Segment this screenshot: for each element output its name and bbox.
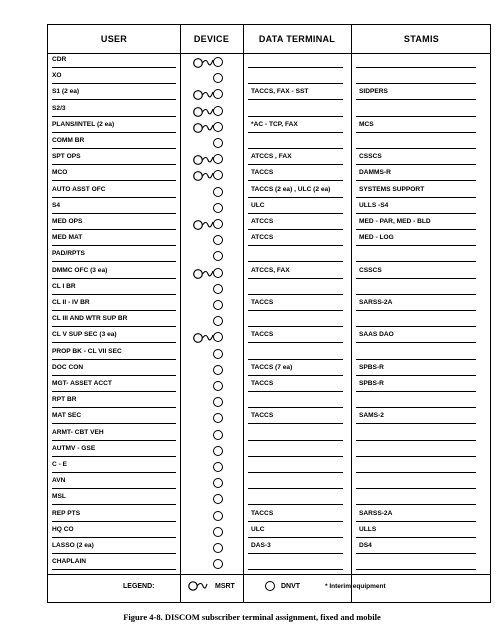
- user-underline: [52, 148, 176, 149]
- stamis-underline: [356, 67, 476, 68]
- data-terminal-underline: [248, 197, 343, 198]
- dnvt-icon: [213, 494, 223, 504]
- user-cell: DMMC OFC (3 ea): [52, 266, 108, 274]
- user-underline: [52, 67, 176, 68]
- user-cell: COMM BR: [52, 137, 85, 144]
- stamis-underline: [356, 407, 476, 408]
- data-terminal-underline: [248, 164, 343, 165]
- user-underline: [52, 83, 176, 84]
- dnvt-icon: [213, 268, 223, 278]
- user-underline: [52, 180, 176, 181]
- dnvt-icon: [213, 73, 223, 83]
- stamis-cell: MCS: [359, 120, 374, 128]
- dnvt-icon: [213, 365, 223, 375]
- user-underline: [52, 278, 176, 279]
- user-cell: MSL: [52, 493, 66, 501]
- user-cell: MED MAT: [52, 234, 83, 242]
- stamis-cell: MED - LOG: [359, 234, 394, 242]
- data-terminal-underline: [248, 229, 343, 230]
- user-cell: CHAPLAIN: [52, 558, 87, 566]
- user-underline: [52, 440, 176, 441]
- stamis-underline: [356, 261, 476, 262]
- dnvt-icon: [213, 332, 223, 342]
- data-terminal-cell: TACCS: [251, 509, 274, 517]
- user-underline: [52, 391, 176, 392]
- stamis-underline: [356, 245, 476, 246]
- user-underline: [52, 521, 176, 522]
- user-underline: [52, 553, 176, 554]
- user-cell: CDR: [52, 56, 67, 63]
- data-terminal-underline: [248, 261, 343, 262]
- device-cell: [188, 395, 238, 410]
- user-underline: [52, 456, 176, 457]
- data-terminal-cell: ATCCS, FAX: [251, 266, 290, 274]
- dnvt-icon: [213, 89, 223, 99]
- data-terminal-underline: [248, 537, 343, 538]
- user-underline: [52, 488, 176, 489]
- dnvt-icon: [213, 543, 223, 553]
- stamis-cell: CSSCS: [359, 266, 382, 274]
- data-terminal-underline: [248, 294, 343, 295]
- dnvt-icon: [213, 138, 223, 148]
- dnvt-icon: [213, 349, 223, 359]
- stamis-underline: [356, 504, 476, 505]
- user-underline: [52, 375, 176, 376]
- dnvt-icon: [213, 316, 223, 326]
- device-cell: [188, 249, 238, 264]
- device-cell: [188, 266, 238, 281]
- user-underline: [52, 164, 176, 165]
- stamis-underline: [356, 342, 476, 343]
- dnvt-icon: [213, 251, 223, 261]
- msrt-icon: [188, 579, 208, 593]
- stamis-cell: SIDPERS: [359, 88, 388, 96]
- device-cell: [188, 55, 238, 70]
- device-cell: [188, 120, 238, 135]
- dnvt-icon: [213, 381, 223, 391]
- stamis-underline: [356, 375, 476, 376]
- stamis-underline: [356, 148, 476, 149]
- device-cell: [188, 492, 238, 507]
- user-underline: [52, 261, 176, 262]
- user-cell: MCO: [52, 169, 68, 177]
- stamis-cell: SARSS-2A: [359, 299, 393, 306]
- stamis-cell: CSSCS: [359, 153, 382, 161]
- user-cell: HQ CO: [52, 525, 74, 533]
- device-cell: [188, 282, 238, 297]
- device-cell: [188, 136, 238, 151]
- user-cell: S4: [52, 201, 61, 209]
- legend: [48, 577, 490, 599]
- user-cell: PLANS/INTEL (2 ea): [52, 120, 115, 128]
- data-terminal-underline: [248, 488, 343, 489]
- user-cell: SPT OPS: [52, 153, 81, 161]
- user-cell: ARMT- CBT VEH: [52, 428, 104, 436]
- user-cell: CL V SUP SEC (3 ea): [52, 331, 117, 339]
- legend-dnvt-label: DNVT: [281, 583, 301, 590]
- device-cell: [188, 363, 238, 378]
- user-underline: [52, 569, 176, 570]
- stamis-underline: [356, 472, 476, 473]
- data-terminal-cell: TACCS (7 ea): [251, 363, 293, 371]
- data-terminal-underline: [248, 375, 343, 376]
- stamis-underline: [356, 99, 476, 100]
- data-terminal-underline: [248, 213, 343, 214]
- device-cell: [188, 330, 238, 345]
- device-cell: [188, 185, 238, 200]
- device-cell: [188, 233, 238, 248]
- user-underline: [52, 423, 176, 424]
- device-cell: [188, 217, 238, 232]
- data-terminal-cell: TACCS (2 ea) , ULC (2 ea): [251, 185, 331, 193]
- stamis-underline: [356, 488, 476, 489]
- stamis-underline: [356, 278, 476, 279]
- user-underline: [52, 537, 176, 538]
- data-terminal-cell: ULC: [251, 201, 265, 209]
- device-cell: [188, 104, 238, 119]
- data-terminal-cell: ULC: [251, 525, 265, 533]
- dnvt-icon: [213, 122, 223, 132]
- user-cell: AUTO ASST OFC: [52, 185, 106, 193]
- stamis-underline: [356, 326, 476, 327]
- stamis-underline: [356, 569, 476, 570]
- user-underline: [52, 229, 176, 230]
- stamis-underline: [356, 180, 476, 181]
- user-underline: [52, 213, 176, 214]
- stamis-cell: ULLS -S4: [359, 201, 389, 209]
- dnvt-icon: [213, 203, 223, 213]
- stamis-underline: [356, 229, 476, 230]
- user-underline: [52, 504, 176, 505]
- dnvt-icon: [213, 478, 223, 488]
- data-terminal-underline: [248, 83, 343, 84]
- stamis-underline: [356, 537, 476, 538]
- data-terminal-underline: [248, 456, 343, 457]
- dnvt-icon: [213, 397, 223, 407]
- device-cell: [188, 541, 238, 556]
- figure-caption: Figure 4-8. DISCOM subscriber terminal assignment, fixed and mobile: [123, 612, 381, 622]
- user-underline: [52, 294, 176, 295]
- user-underline: [52, 197, 176, 198]
- user-underline: [52, 132, 176, 133]
- data-terminal-underline: [248, 67, 343, 68]
- data-terminal-underline: [248, 407, 343, 408]
- user-cell: CL II - IV BR: [52, 299, 90, 306]
- user-underline: [52, 407, 176, 408]
- data-terminal-underline: [248, 569, 343, 570]
- stamis-underline: [356, 132, 476, 133]
- dnvt-icon: [213, 170, 223, 180]
- stamis-cell: SPBS-R: [359, 363, 384, 371]
- stamis-cell: SAMS-2: [359, 412, 384, 420]
- user-cell: S2/3: [52, 104, 66, 112]
- header-device: DEVICE: [193, 34, 230, 44]
- device-cell: [188, 509, 238, 524]
- user-cell: AVN: [52, 477, 66, 485]
- data-terminal-underline: [248, 148, 343, 149]
- stamis-cell: MED - PAR, MED - BLD: [359, 218, 431, 225]
- stamis-underline: [356, 164, 476, 165]
- user-cell: CL I BR: [52, 282, 76, 290]
- data-terminal-cell: TACCS, FAX - SST: [251, 88, 309, 96]
- user-cell: RPT BR: [52, 396, 77, 404]
- stamis-underline: [356, 83, 476, 84]
- data-terminal-cell: ATCCS , FAX: [251, 153, 292, 161]
- user-cell: XO: [52, 72, 62, 80]
- device-cell: [188, 298, 238, 313]
- stamis-cell: SPBS-R: [359, 380, 384, 387]
- stamis-underline: [356, 391, 476, 392]
- user-cell: REP PTS: [52, 509, 81, 517]
- user-cell: PROP BK - CL VII SEC: [52, 347, 122, 355]
- data-terminal-cell: TACCS: [251, 380, 274, 387]
- dnvt-icon: [213, 106, 223, 116]
- data-terminal-underline: [248, 359, 343, 360]
- data-terminal-underline: [248, 342, 343, 343]
- dnvt-icon: [213, 187, 223, 197]
- legend-label: LEGEND:: [123, 583, 155, 590]
- device-cell: [188, 152, 238, 167]
- device-cell: [188, 460, 238, 475]
- user-cell: MAT SEC: [52, 412, 82, 420]
- device-cell: [188, 347, 238, 362]
- device-cell: [188, 557, 238, 572]
- user-cell: AUTMV - GSE: [52, 444, 96, 452]
- dnvt-icon: [213, 446, 223, 456]
- user-cell: DOC CON: [52, 363, 84, 371]
- user-underline: [52, 359, 176, 360]
- device-cell: [188, 379, 238, 394]
- user-underline: [52, 310, 176, 311]
- user-cell: CL III AND WTR SUP BR: [52, 315, 128, 323]
- user-cell: MGT- ASSET ACCT: [52, 380, 112, 387]
- data-terminal-cell: *AC - TCP, FAX: [251, 120, 298, 128]
- dnvt-icon: [213, 559, 223, 569]
- dnvt-icon: [213, 219, 223, 229]
- stamis-underline: [356, 456, 476, 457]
- data-terminal-underline: [248, 391, 343, 392]
- data-terminal-underline: [248, 521, 343, 522]
- data-terminal-cell: DAS-3: [251, 542, 271, 549]
- header-stamis: STAMIS: [403, 34, 440, 44]
- header-data-terminal: DATA TERMINAL: [258, 34, 336, 44]
- dnvt-icon: [213, 235, 223, 245]
- stamis-underline: [356, 521, 476, 522]
- stamis-underline: [356, 359, 476, 360]
- dnvt-icon: [213, 154, 223, 164]
- device-cell: [188, 71, 238, 86]
- device-cell: [188, 525, 238, 540]
- data-terminal-underline: [248, 132, 343, 133]
- device-cell: [188, 168, 238, 183]
- data-terminal-cell: TACCS: [251, 299, 274, 306]
- stamis-underline: [356, 423, 476, 424]
- dnvt-icon: [213, 462, 223, 472]
- data-terminal-underline: [248, 440, 343, 441]
- device-cell: [188, 476, 238, 491]
- header-user: USER: [100, 34, 128, 44]
- data-terminal-cell: TACCS: [251, 169, 274, 177]
- user-underline: [52, 326, 176, 327]
- stamis-underline: [356, 197, 476, 198]
- legend-msrt-label: MSRT: [215, 583, 235, 590]
- user-cell: LASSO (2 ea): [52, 542, 94, 549]
- data-terminal-underline: [248, 278, 343, 279]
- stamis-cell: SARSS-2A: [359, 509, 393, 517]
- data-terminal-underline: [248, 553, 343, 554]
- data-terminal-underline: [248, 245, 343, 246]
- data-terminal-underline: [248, 504, 343, 505]
- dnvt-icon: [213, 300, 223, 310]
- data-terminal-cell: ATCCS: [251, 234, 274, 242]
- device-cell: [188, 87, 238, 102]
- dnvt-icon: [213, 511, 223, 521]
- stamis-underline: [356, 213, 476, 214]
- data-terminal-cell: TACCS: [251, 412, 274, 420]
- data-terminal-underline: [248, 310, 343, 311]
- data-terminal-underline: [248, 472, 343, 473]
- assignment-table: [47, 24, 491, 603]
- stamis-underline: [356, 553, 476, 554]
- data-terminal-underline: [248, 326, 343, 327]
- user-cell: PAD/RPTS: [52, 250, 85, 258]
- dnvt-icon: [213, 413, 223, 423]
- data-terminal-cell: ATCCS: [251, 218, 274, 225]
- user-cell: MED OPS: [52, 218, 83, 225]
- user-cell: S1 (2 ea): [52, 88, 80, 96]
- user-underline: [52, 342, 176, 343]
- stamis-cell: DAMMS-R: [359, 169, 391, 177]
- device-cell: [188, 411, 238, 426]
- device-cell: [188, 314, 238, 329]
- dnvt-icon: [213, 430, 223, 440]
- dnvt-icon: [213, 284, 223, 294]
- dnvt-icon: [213, 57, 223, 67]
- device-cell: [188, 201, 238, 216]
- stamis-underline: [356, 116, 476, 117]
- stamis-cell: ULLS: [359, 525, 377, 533]
- stamis-underline: [356, 310, 476, 311]
- data-terminal-underline: [248, 116, 343, 117]
- user-cell: C - E: [52, 461, 68, 468]
- stamis-cell: DS4: [359, 542, 372, 549]
- table-row: [48, 555, 492, 574]
- stamis-cell: SAAS DAO: [359, 331, 394, 339]
- stamis-underline: [356, 294, 476, 295]
- user-underline: [52, 99, 176, 100]
- user-underline: [52, 245, 176, 246]
- legend-interim-note: * Interim equipment: [325, 583, 386, 590]
- stamis-cell: SYSTEMS SUPPORT: [359, 185, 425, 193]
- dnvt-icon: [213, 527, 223, 537]
- device-cell: [188, 444, 238, 459]
- device-cell: [188, 428, 238, 443]
- data-terminal-underline: [248, 423, 343, 424]
- data-terminal-underline: [248, 180, 343, 181]
- data-terminal-underline: [248, 99, 343, 100]
- user-underline: [52, 472, 176, 473]
- user-underline: [52, 116, 176, 117]
- stamis-underline: [356, 440, 476, 441]
- dnvt-icon: [265, 581, 275, 591]
- data-terminal-cell: TACCS: [251, 331, 274, 339]
